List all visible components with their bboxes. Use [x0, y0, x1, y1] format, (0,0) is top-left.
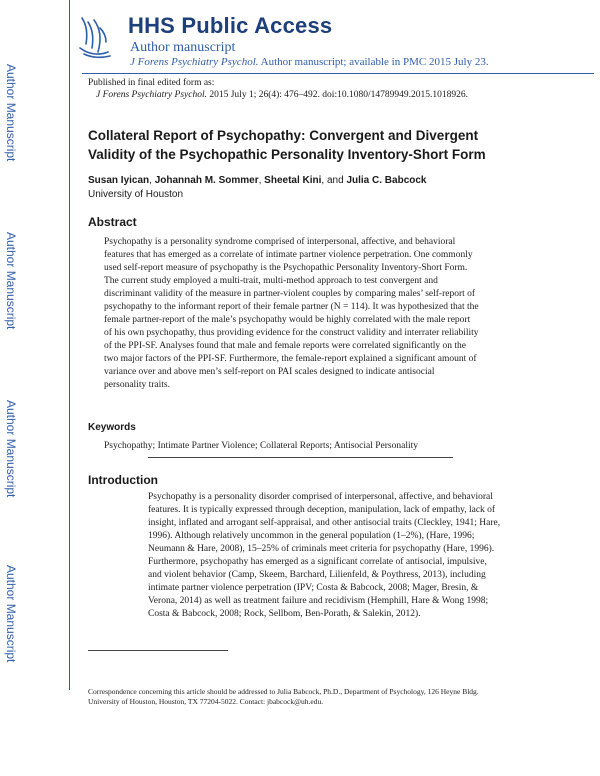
published-citation: J Forens Psychiatry Psychol. 2015 July 1; 26(4): 476–492. doi:10.1080/14789949.2015.1018926.	[96, 90, 468, 100]
author-list: Susan Iyican, Johannah M. Sommer, Sheetal Kini, and Julia C. Babcock	[88, 175, 427, 186]
author-name[interactable]: Johannah M. Sommer	[154, 175, 259, 186]
article-title: Collateral Report of Psychopathy: Convergent and Divergent Validity of the Psychopathic Personality Inventory-Short Form	[88, 128, 486, 162]
side-label-author-manuscript: Author Manuscript	[4, 400, 18, 498]
hhs-eagle-logo-icon	[76, 14, 112, 60]
introduction-body: Psychopathy is a personality disorder comprised of interpersonal, affective, and behavioral features. It is typically expressed through deception, manipulation, lack of empathy, lack of insight, inflated and arrogant self-appraisal, and other antisocial traits (Cleckley, 1941; Hare, 1996). Although relatively uncommon in the general population (1–2%), (Hare, 1996; Neumann & Hare, 2008), 15–25% of criminals meet criteria for psychopathy (Hare, 1996). Furthermore, psychopathy has emerged as a significant correlate of antisocial, impulsive, and violent behavior (Camp, Skeem, Barchard, Lilienfeld, & Poythress, 2013), including intimate partner violence perpetration (IPV; Costa & Babcock, 2008; Mager, Bresin, & Verona, 2014) as well as treatment failure and recidivism (Hemphill, Hare & Wong 1998; Costa & Babcock, 2008; Rock, Sellbom, Ben-Porath, & Salekin, 2012).	[148, 492, 501, 619]
journal-availability: J Forens Psychiatry Psychol. Author manuscript; available in PMC 2015 July 23.	[130, 56, 489, 68]
introduction-heading: Introduction	[88, 473, 158, 487]
abstract-heading: Abstract	[88, 215, 137, 229]
header-divider	[82, 73, 594, 74]
author-manuscript-subtitle: Author manuscript	[130, 40, 236, 55]
author-name[interactable]: Susan Iyican	[88, 175, 150, 186]
keywords-divider	[148, 457, 453, 458]
side-label-author-manuscript: Author Manuscript	[4, 565, 18, 663]
published-label: Published in final edited form as:	[88, 78, 215, 88]
margin-rule	[69, 0, 70, 690]
side-label-author-manuscript: Author Manuscript	[4, 64, 18, 162]
correspondence-footnote: Correspondence concerning this article should be addressed to Julia Babcock, Ph.D., Department of Psychology, 126 Heyne Bldg. University of Houston, Houston, TX 77204-5022. Contact: jbabcock@uh.edu.	[88, 687, 479, 706]
keywords-list: Psychopathy; Intimate Partner Violence; Collateral Reports; Antisocial Personality	[104, 441, 419, 451]
keywords-heading: Keywords	[88, 422, 136, 433]
abstract-body: Psychopathy is a personality syndrome comprised of interpersonal, affective, and behavioral features that has emerged as a correlate of intimate partner violence perpetration. One commonly used self-report measure of psychopathy is the Psychopathic Personality Inventory-Short Form. The current study employed a multi-trait, multi-method approach to test convergent and discriminant validity of the measure in partner-violent couples by comparing males’ self-report of psychopathy to the informant report of their female partner (N = 114). It was hypothesized that the female partner-report of the male’s psychopathy would be highly correlated with the male report of his own psychopathy, thus providing evidence for the construct validity and interrater reliability of the PPI-SF. Analyses found that male and female reports were correlated significantly on the two major factors of the PPI-SF. Furthermore, the female-report explained a significant amount of variance over and above men’s self-report on PAI scales designed to indicate antisocial personality traits.	[104, 237, 479, 390]
footnote-divider	[88, 650, 228, 651]
author-name[interactable]: Julia C. Babcock	[346, 175, 427, 186]
hhs-public-access-title: HHS Public Access	[128, 13, 333, 38]
affiliation: University of Houston	[88, 189, 184, 200]
author-name[interactable]: Sheetal Kini	[264, 175, 322, 186]
side-label-author-manuscript: Author Manuscript	[4, 232, 18, 330]
